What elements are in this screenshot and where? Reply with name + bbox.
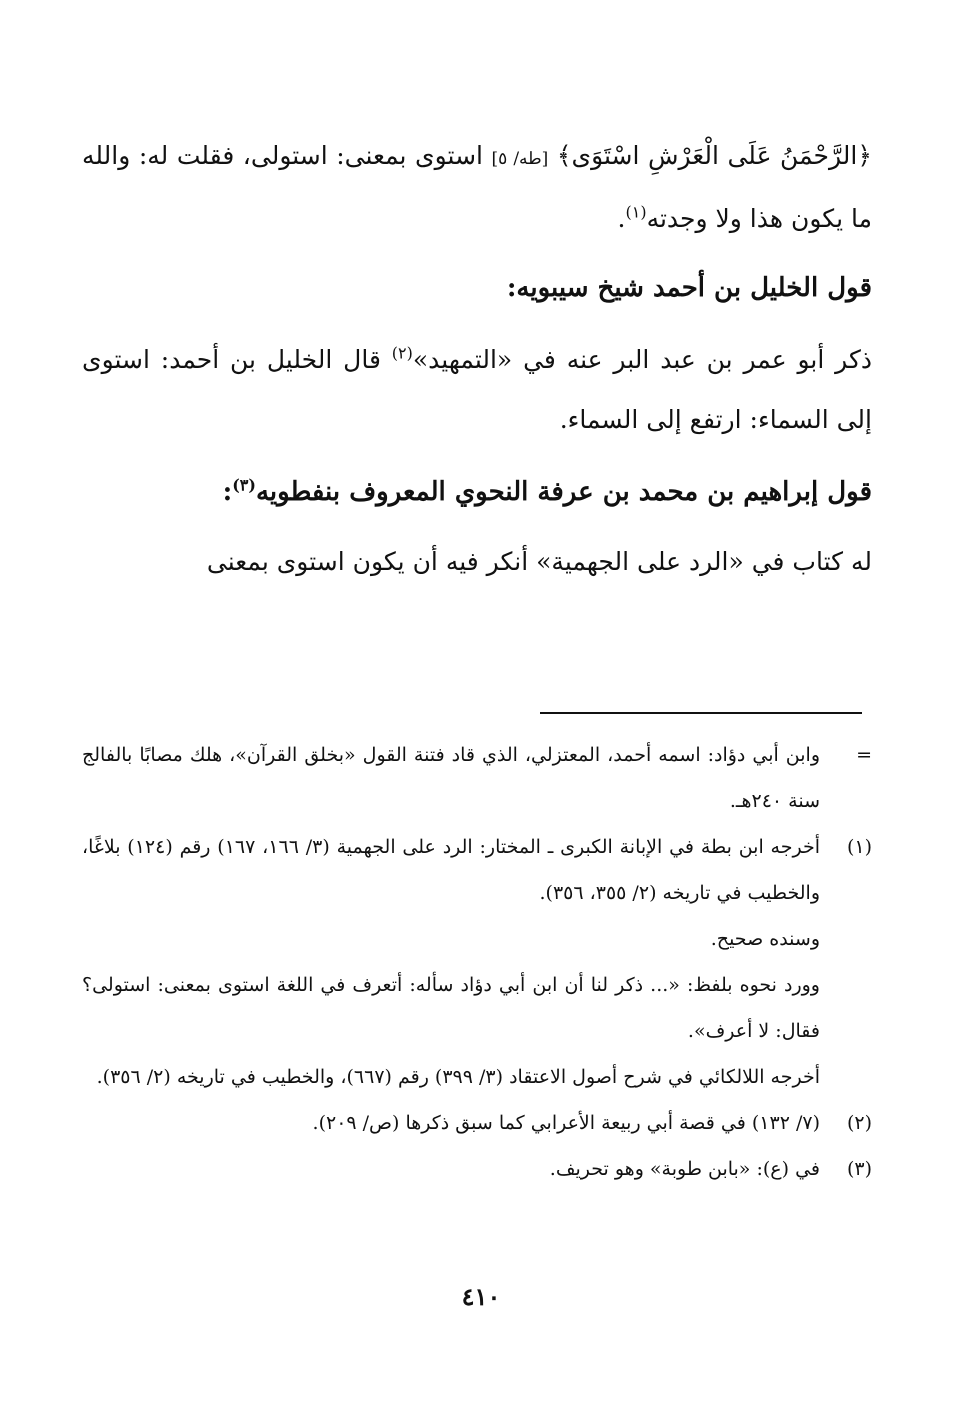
paragraph-1-end: . [617, 204, 626, 233]
section-heading-khalil: قول الخليل بن أحمد شيخ سيبويه: [506, 273, 872, 303]
paragraph-2-text-b: قال الخليل بن أحمد: استوى إلى السماء: ارتفع إلى السماء. [82, 345, 872, 434]
verse-reference: [طه/ ٥] [491, 149, 549, 169]
footnote-separator [540, 712, 862, 714]
footnotes [82, 732, 872, 1192]
heading-2-colon: : [222, 477, 233, 507]
paragraph-2-text-a: ذكر أبو عمر بن عبد البر عنه في «التمهيد» [412, 345, 872, 374]
quran-verse: ﴿الرَّحْمَنُ عَلَى الْعَرْشِ اسْتَوَى﴾ [556, 141, 872, 170]
footnote-2-number: (٢) [846, 1112, 872, 1134]
footnote-3-number: (٣) [846, 1158, 872, 1180]
footnote-line: أخرجه ابن بطة في الإبانة الكبرى ـ المختار: الرد على الجهمية (٣/ ١٦٦، ١٦٧) رقم (١٢٤) بلاغًا، والخطيب في تاريخه (٢/ ٣٥٥، ٣٥٦). [82, 836, 821, 904]
footnote-marker-1: (١) [625, 202, 647, 222]
footnote-2 [82, 1100, 872, 1146]
footnote-line: وابن أبي دؤاد: اسمه أحمد، المعتزلي، الذي قاد فتنة القول «بخلق القرآن»، هلك مصابًا بالفالج سنة ٢٤٠هـ. [82, 744, 820, 812]
paragraph-2 [82, 330, 872, 450]
footnote-line: أخرجه اللالكائي في شرح أصول الاعتقاد (٣/ ٣٩٩) رقم (٦٦٧)، والخطيب في تاريخه (٢/ ٣٥٦). [96, 1066, 820, 1088]
footnote-line: في (ع): «بابن طوبة» وهو تحريف. [549, 1158, 820, 1180]
page-number: ٤١٠ [461, 1282, 501, 1311]
footnote-continued [82, 732, 872, 824]
footnote-1-number: (١) [846, 836, 872, 858]
footnote-marker-3: (٣) [232, 475, 256, 495]
heading-2-text: قول إبراهيم بن محمد بن عرفة النحوي المعروف بنفطويه [255, 477, 872, 507]
paragraph-3 [82, 532, 872, 592]
section-heading-niftawayh [82, 462, 872, 522]
footnote-line: وورد نحوه بلفظ: «... ذكر لنا أن ابن أبي دؤاد سأله: أتعرف في اللغة استوى بمعنى: استولى؟ فقال: لا أعرف». [82, 974, 820, 1042]
footnote-3 [82, 1146, 872, 1192]
footnote-marker-2: (٢) [391, 343, 413, 363]
footnote-line: وسنده صحيح. [710, 928, 820, 950]
footnote-line: (٧/ ١٣٢) في قصة أبي ربيعة الأعرابي كما سبق ذكرها (ص/ ٢٠٩). [312, 1112, 820, 1134]
paragraph-3-text: له كتاب في «الرد على الجهمية» أنكر فيه أن يكون استوى بمعنى [206, 547, 872, 576]
footnote-continuation-mark: = [856, 744, 872, 766]
paragraph-1 [82, 126, 872, 249]
footnote-1 [82, 824, 872, 1100]
paragraph-1-text: استوى بمعنى: استولى، فقلت له: والله ما يكون هذا ولا وجدته [82, 141, 872, 233]
